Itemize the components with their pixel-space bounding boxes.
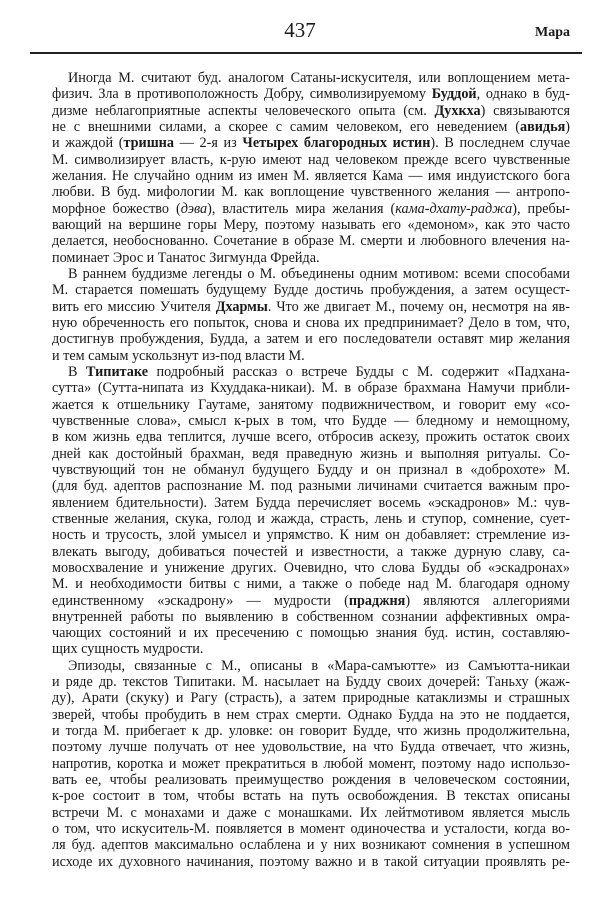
text-line [52, 315, 570, 331]
text-run: жается к отшельнику Гаутаме, занятому подвижничеством, и говорит ему «со- [52, 396, 570, 413]
italic-term: дэва [180, 200, 208, 217]
text-run: В [68, 363, 86, 380]
bold-term: Четырех благородных истин [242, 135, 431, 152]
text-line [52, 625, 570, 641]
text-run: вить его миссию Учителя [52, 298, 216, 315]
text-line [52, 413, 570, 429]
text-run: делается, необоснованно. Сочетание в образе М. смерти и любовного влечения на- [52, 233, 570, 250]
text-run: ). В последнем случае [430, 135, 570, 152]
text-run: . Что же двигает М., почему он, несмотря на яв- [267, 298, 570, 315]
text-run: ) являются аллегориями [405, 592, 570, 609]
text-run: влекать выгоду, добиваться почестей и известности, а также дурную славу, са- [52, 543, 570, 560]
paragraph [52, 364, 570, 658]
text-line [52, 364, 570, 380]
text-line [52, 674, 570, 690]
text-run: чающих состояний и их пресечению с помощью знания буд. истин, составляю- [52, 625, 570, 642]
bold-term: праджня [348, 592, 406, 609]
text-line [52, 135, 570, 151]
text-line [52, 527, 570, 543]
text-run: поэтому лучше получать от нее удовольствие, на что Будда отвечает, что жизнь, [52, 739, 570, 756]
running-title: Мара [535, 25, 570, 40]
text-run: единственному «эскадрону» — мудрости ( [52, 592, 349, 609]
text-line [52, 478, 570, 494]
text-line [52, 658, 570, 674]
text-line [52, 250, 570, 266]
bold-term: Духкха [434, 102, 481, 119]
text-line [52, 576, 570, 592]
text-line [52, 707, 570, 723]
text-line [52, 266, 570, 282]
text-run: и ряде др. текстов Типитаки. М. насылает на Будду своих дочерей: Таньху (жаж- [52, 674, 570, 691]
text-run: явлением бдительности). Затем Будда перечисляет восемь «эскадронов» М.: чув- [52, 494, 570, 511]
text-line [52, 282, 570, 298]
text-line [52, 690, 570, 706]
article-body [52, 70, 570, 870]
text-line [52, 544, 570, 560]
text-run: о том, что искуситель-М. появляется в момент одиночества и усталости, когда во- [52, 821, 570, 838]
text-line [52, 119, 570, 135]
text-run: сутта» (Сутта-нипата из Кхуддака-никаи). М. в образе брахмана Намучи прибли- [52, 380, 570, 397]
text-run: Эпизоды, связанные с М., описаны в «Мара-самъютте» из Самъютта-никаи [68, 657, 570, 674]
page-number: 437 [284, 18, 316, 42]
text-run: желания. Не случайно одним из имен М. является Кама — имя индуистского бога [52, 167, 570, 184]
text-line [52, 854, 570, 870]
text-run: (для буд. адептов распознание М. под разными личинами считается важным про- [52, 478, 570, 495]
text-run: Иногда М. считают буд. аналогом Сатаны-искусителя, или воплощением мета- [68, 70, 570, 86]
text-line [52, 168, 570, 184]
text-run: в ком жизнь едва теплится, лучше всего, отбросив аскезу, прожить остаток своих [52, 429, 570, 446]
text-line [52, 739, 570, 755]
text-run: ) [565, 118, 570, 135]
text-run: к-рое состоит в том, чтобы встать на путь освобождения. В текстах описаны [52, 788, 570, 805]
paragraph [52, 70, 570, 266]
text-run: ) связываются [480, 102, 570, 119]
text-run: встречи М. с монахами и даже с монашками. Их лейтмотивом является мысль [52, 804, 570, 821]
text-line [52, 837, 570, 853]
text-run: достигнув пробуждения, Будда, а затем и его последователи оставят мир желания [52, 331, 570, 348]
text-run: щих сущность мудрости. [52, 641, 204, 658]
text-line [52, 495, 570, 511]
text-run: вать ее, чтобы реализовать преимущество рождения в человеческом состоянии, [52, 772, 570, 789]
text-run: и тогда М. прибегает к др. уловке: он говорит Будде, что жизнь продолжительна, [52, 723, 570, 740]
text-line [52, 103, 570, 119]
italic-term: кама-дхату-раджа [395, 200, 513, 217]
text-line [52, 723, 570, 739]
text-run: ля буд. адептов максимально ослаблена и у них возникают сомнения в успешном [52, 837, 570, 854]
text-run: М. и необходимости битвы с ними, а также о победе над М. благодаря одному [52, 576, 570, 593]
bold-term: Буддой [431, 86, 477, 103]
text-line [52, 756, 570, 772]
text-run: и тем самым ускользнут из-под власти М. [52, 347, 305, 364]
text-line [52, 348, 570, 364]
text-run: не с внешними силами, а скорее с самим человеком, его неведением ( [52, 118, 520, 135]
text-line [52, 821, 570, 837]
text-run: подробный рассказ о встрече Будды с М. содержит «Падхана- [148, 363, 571, 380]
text-run: ), пребы- [512, 200, 570, 217]
text-line [52, 201, 570, 217]
text-line [52, 299, 570, 315]
text-line [52, 233, 570, 249]
bold-term: Типитаке [86, 363, 148, 380]
text-run: и жаждой ( [52, 135, 124, 152]
text-run: вающий на вершине горы Меру, поэтому называть его «демоном», как это часто [52, 216, 570, 233]
text-run: — 2-я из [173, 135, 243, 152]
text-run: чувствующий тон не обманул будущего Будду и он признал в «доброхоте» М. [52, 461, 570, 478]
text-run: мовосхваление и унижение других. Очевидно, что слова Будды об «эскадронах» [52, 559, 570, 576]
text-line [52, 641, 570, 657]
text-line [52, 609, 570, 625]
text-line [52, 152, 570, 168]
text-line [52, 593, 570, 609]
paragraph [52, 266, 570, 364]
text-line [52, 805, 570, 821]
text-run: зверей, чтобы пробудить в нем страх смерти. Однако Будда на это не поддается, [52, 706, 570, 723]
bold-term: тришна [123, 135, 174, 152]
bold-term: авидья [519, 118, 566, 135]
text-run: напротив, коротка и может прекратиться в любой момент, поэтому надо использо- [52, 755, 570, 772]
text-line [52, 331, 570, 347]
text-line [52, 446, 570, 462]
text-run: , однако в буд- [476, 86, 570, 103]
text-run: поминает Эрос и Танатос Зигмунда Фрейда. [52, 249, 320, 266]
text-run: морфное божество ( [52, 200, 181, 217]
text-line [52, 184, 570, 200]
text-run: М. старается помешать будущему Будде достичь пробуждения, а затем осущест- [52, 282, 570, 299]
text-run: любви. В буд. мифологии М. как воплощение чувственного желания — антропо- [52, 184, 570, 201]
header-rule [30, 52, 582, 54]
text-run: физич. Зла в противоположность Добру, символизируемому [52, 86, 432, 103]
text-line [52, 70, 570, 86]
text-run: ду), Арати (скуку) и Рагу (страсть), а затем природные катаклизмы и страшных [52, 690, 570, 707]
text-run: М. символизирует власть, к-рую имеют над человеком прежде всего чувственные [52, 151, 570, 168]
text-run: ственные желания, скука, голод и жажда, страсть, лень и ступор, сомнение, сует- [52, 510, 570, 527]
text-run: дизме неблагоприятные аспекты человеческого опыта (см. [52, 102, 435, 119]
text-line [52, 429, 570, 445]
text-line [52, 511, 570, 527]
text-line [52, 788, 570, 804]
text-run: внутренней работы по выявлению в собственном сознании аффективных омра- [52, 608, 570, 625]
text-run: ность и трусость, злой умысел и упрямство. К ним он добавляет: стремление из- [52, 527, 570, 544]
text-run: ную обреченность его попыток, снова и снова их предпринимает? Дело в том, что, [52, 314, 570, 331]
text-run: чувственные слова», смысл к-рых в том, что Будде — бледному и немощному, [52, 412, 570, 429]
text-line [52, 86, 570, 102]
text-line [52, 462, 570, 478]
text-line [52, 380, 570, 396]
text-line [52, 217, 570, 233]
text-run: дней как достойный брахман, ведя праведную жизнь и выполняя ритуалы. Со- [52, 445, 570, 462]
bold-term: Дхармы [215, 298, 268, 315]
text-line [52, 772, 570, 788]
paragraph [52, 658, 570, 870]
text-run: исходе их духовного начинания, поэтому важно и в такой ситуации проявлять ре- [52, 853, 570, 870]
text-run: В раннем буддизме легенды о М. объединены одним мотивом: всеми способами [68, 265, 570, 282]
text-line [52, 397, 570, 413]
text-run: ), властитель мира желания ( [207, 200, 396, 217]
text-line [52, 560, 570, 576]
